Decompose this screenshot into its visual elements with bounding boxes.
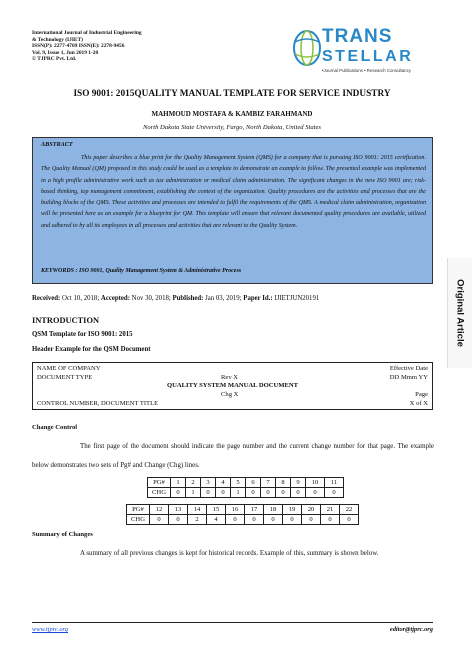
cell-document-title: QUALITY SYSTEM MANUAL DOCUMENT: [166, 382, 299, 389]
table-cell: 0: [216, 488, 231, 498]
subsection-qsm-template: QSM Template for ISO 9001: 2015: [32, 331, 133, 338]
table-cell: 0: [291, 488, 306, 498]
table-cell: 0: [169, 515, 188, 525]
table-cell: PG#: [148, 478, 171, 488]
table-cell: 0: [306, 488, 325, 498]
abstract-box: [32, 137, 433, 284]
table-cell: 6: [246, 478, 261, 488]
table-cell: 2: [186, 478, 201, 488]
globe-icon: [292, 28, 322, 74]
table-cell: 11: [325, 478, 344, 488]
table-cell: 4: [216, 478, 231, 488]
table-cell: 0: [245, 515, 264, 525]
table-cell: 2: [188, 515, 207, 525]
logo-word-stellar: STELLAR: [322, 48, 414, 65]
paper-affiliation: North Dakota State University, Fargo, North Dakota, United States: [143, 124, 321, 131]
journal-issn: ISSN(P): 2277-4769 ISSN(E): 2278-9456: [32, 43, 125, 49]
original-article-label: Original Article: [454, 279, 466, 347]
subsection-header-example: Header Example for the QSM Document: [32, 346, 151, 353]
footer-website-link[interactable]: www.tjprc.org: [32, 626, 68, 633]
table-cell: 16: [226, 505, 245, 515]
received-label: Received:: [32, 295, 61, 302]
change-control-paragraph: The first page of the document should indicate the page number and the current change number for that page. The example below demonstrates two sets of Pg# and Change (Chg) lines.: [32, 443, 434, 469]
table-cell: 1: [171, 478, 186, 488]
table-cell: 8: [276, 478, 291, 488]
table-cell: 0: [325, 488, 344, 498]
table-row: [148, 478, 344, 488]
journal-name-line1: International Journal of Industrial Engineering: [32, 30, 142, 36]
heading-summary-of-changes: Summary of Changes: [32, 531, 93, 538]
table-row: [127, 505, 359, 515]
table-cell: 0: [302, 515, 321, 525]
table-cell: 9: [291, 478, 306, 488]
abstract-keywords: KEYWORDS : ISO 9001, Quality Management System & Administrative Process: [41, 268, 242, 274]
original-article-tab: [447, 258, 472, 368]
summary-paragraph: A summary of all previous changes is kept for historical records. Example of this, summary is shown below.: [80, 550, 379, 557]
journal-volume: Vol. 9, Issue 1, Jun 2019 1-20: [32, 49, 99, 56]
table-cell: 0: [246, 488, 261, 498]
table-cell: 0: [264, 515, 283, 525]
journal-name-line2: & Technology (IJIET): [32, 36, 83, 43]
table-cell: 0: [321, 515, 340, 525]
table-cell: 0: [340, 515, 359, 525]
table-cell: 1: [231, 488, 246, 498]
paper-id-label: Paper Id.:: [243, 295, 273, 302]
table-cell: 19: [283, 505, 302, 515]
journal-info: [32, 30, 232, 63]
page-change-table-2: [126, 504, 359, 525]
received-value: Oct 10, 2018;: [60, 295, 101, 302]
accepted-value: Nov 30, 2018;: [129, 295, 173, 302]
logo-tagline: •Journal Publications • Research Consultancy: [322, 68, 411, 73]
footer-email: editor@tjprc.org: [389, 626, 433, 633]
table-cell: 0: [150, 515, 169, 525]
cell-control-number: CONTROL NUMBER, DOCUMENT TITLE: [37, 400, 159, 407]
table-cell: 17: [245, 505, 264, 515]
table-cell: 0: [226, 515, 245, 525]
table-cell: 15: [207, 505, 226, 515]
table-cell: 1: [186, 488, 201, 498]
journal-copyright: © TJPRC Pvt. Ltd.: [32, 56, 77, 62]
table-cell: 13: [169, 505, 188, 515]
table-cell: 0: [171, 488, 186, 498]
table-row: [148, 488, 344, 498]
cell-effective-date: Effective Date: [389, 365, 428, 372]
cell-chg: Chg X: [221, 391, 239, 398]
table-cell: 14: [188, 505, 207, 515]
table-cell: 21: [321, 505, 340, 515]
table-cell: CHG: [148, 488, 171, 498]
table-cell: 0: [201, 488, 216, 498]
table-row: [127, 515, 359, 525]
cell-name-of-company: NAME OF COMPANY: [37, 365, 101, 372]
table-cell: 4: [207, 515, 226, 525]
heading-change-control: Change Control: [32, 424, 78, 431]
logo-word-trans: TRANS: [322, 26, 393, 47]
transstellar-logo: [292, 26, 422, 78]
table-cell: 7: [261, 478, 276, 488]
table-cell: PG#: [127, 505, 150, 515]
document-header-table: [32, 362, 433, 410]
page-change-table-1: [147, 477, 344, 498]
table-cell: 12: [150, 505, 169, 515]
table-cell: 18: [264, 505, 283, 515]
abstract-text: This paper describes a blue print for the Quality Management System (QMS) for a company that is pursuing ISO 9001: 2015 certification. The Quality Manual (QM) proposed in this study could be used as a template to demonstrate an example to follow. The presented example was implemented in a high profile administrative work such as tax administration or medical claim administration. The significant changes in the new ISO 9001 are; risk-based thinking, top management commitment, establishing the context of the organization. Quality procedures are the activities and processes that are the building blocks of the QMS. These activities and processes are intended to fulfil the requirements of the QMS. A medical claim administration, organization will be presented here as an example for a blueprint for QM. This template will ensure that relevant documented quality procedures are available, utilized and adhered to by all its employees in all processes and activities that are relevant to the Quality System.: [41, 155, 426, 229]
table-cell: 0: [276, 488, 291, 498]
paper-title: ISO 9001: 2015QUALITY MANUAL TEMPLATE FOR SERVICE INDUSTRY: [73, 89, 391, 99]
abstract-heading: ABSTRACT: [41, 141, 73, 148]
table-cell: 0: [261, 488, 276, 498]
footer-divider: [32, 622, 433, 623]
table-cell: 3: [201, 478, 216, 488]
section-introduction: INTRODUCTION: [32, 316, 100, 325]
cell-document-type: DOCUMENT TYPE: [37, 374, 93, 381]
accepted-label: Accepted:: [100, 295, 130, 302]
published-label: Published:: [172, 295, 204, 302]
cell-rev: Rev X: [221, 374, 239, 381]
table-cell: 0: [283, 515, 302, 525]
cell-dd-mmm-yy: DD Mmm YY: [389, 374, 428, 381]
table-cell: CHG: [127, 515, 150, 525]
published-value: Jan 03, 2019;: [203, 295, 244, 302]
paper-authors: MAHMOUD MOSTAFA & KAMBIZ FARAHMAND: [151, 110, 313, 118]
cell-page: Page: [415, 391, 428, 398]
paper-id-value: IJIETJUN20191: [272, 295, 320, 302]
table-cell: 5: [231, 478, 246, 488]
table-cell: 10: [306, 478, 325, 488]
table-cell: 20: [302, 505, 321, 515]
cell-x-of-x: X of X: [409, 400, 428, 407]
table-cell: 22: [340, 505, 359, 515]
publication-dates: [32, 295, 442, 302]
